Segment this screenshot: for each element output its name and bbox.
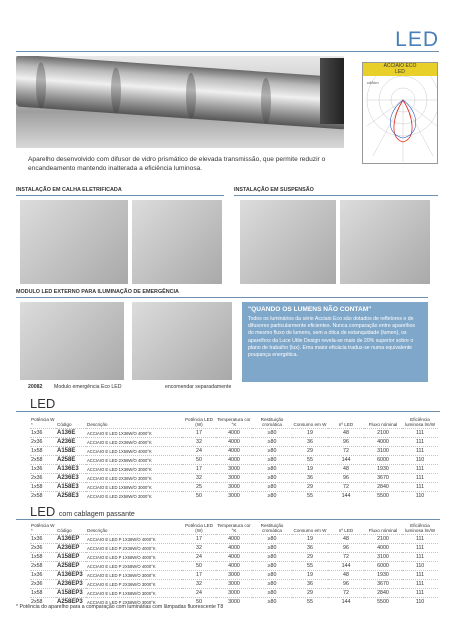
table-cell: 4000 <box>216 553 252 562</box>
table-cell: A236EP3 <box>56 580 86 589</box>
table-cell: 2x58 <box>30 562 56 571</box>
table-cell: ≥80 <box>252 598 292 607</box>
product-photo <box>16 56 344 148</box>
table-row <box>30 438 438 447</box>
column-header: Potência LED (W) <box>184 522 214 534</box>
table-cell: 3000 <box>216 598 252 607</box>
column-header: Código <box>57 528 72 534</box>
table-cell: 111 <box>402 535 438 544</box>
column-header: Fluxo nóminal <box>368 528 398 534</box>
table-cell: ACCIAIO E LED 1X36W/O 3000°K <box>86 465 182 474</box>
section-tray-title: INSTALAÇÃO EM CALHA ELETRIFICADA <box>16 186 224 196</box>
column-header: Código <box>57 422 72 428</box>
table-cell: 36 <box>292 544 328 553</box>
tray-detail-photo <box>132 200 222 284</box>
table-cell: A136E <box>56 429 86 438</box>
table-cell: 96 <box>328 438 364 447</box>
table-cell: 72 <box>328 483 364 492</box>
table-cell: 55 <box>292 456 328 465</box>
table-cell: 32 <box>182 474 216 483</box>
table1-divider <box>16 411 440 412</box>
table-cell: 1x58 <box>30 589 56 598</box>
table-cell: 111 <box>402 571 438 580</box>
column-header: Descrição <box>87 422 108 428</box>
emergency-note: encomendar separadamente <box>165 384 232 390</box>
table-cell: 111 <box>402 544 438 553</box>
table1-header <box>30 414 438 429</box>
table-cell: 19 <box>292 465 328 474</box>
column-header: nº LED <box>338 422 354 428</box>
table-cell: 144 <box>328 492 364 501</box>
table-cell: ACCIAIO E LED P 2X58W/O 4000°K <box>86 562 182 571</box>
table-cell: 144 <box>328 562 364 571</box>
table-cell: 3000 <box>216 465 252 474</box>
table-cell: ACCIAIO E LED P 1X58W/O 3000°K <box>86 589 182 598</box>
callout-body: Todos os luminários da série Acciaio Eco são dotados de refletores e de difusores particularmente eficientes. Nunca comparação entre aparelhos do mesmo fluxo de lumens, sem a ótica de estanquidade (lumen), os aparelhos da Luce Utile Design revela-se mais de 20% superior sobre o plano de trabalho (lux). Ema maior eficácia traduz-se numa equivalente poupança energética. <box>248 316 415 359</box>
emergency-module-photo <box>132 302 232 380</box>
table-cell: 3670 <box>364 474 402 483</box>
table-cell: 2x58 <box>30 492 56 501</box>
table-cell: 17 <box>182 429 216 438</box>
table-cell: 3000 <box>216 589 252 598</box>
table-cell: 36 <box>292 580 328 589</box>
table-cell: 2840 <box>364 589 402 598</box>
emergency-photo <box>20 302 124 380</box>
table-cell: 25 <box>182 483 216 492</box>
column-header: Potência W * <box>31 416 55 428</box>
table-cell: A236E3 <box>56 474 86 483</box>
table-cell: 3000 <box>216 492 252 501</box>
table-cell: ≥80 <box>252 429 292 438</box>
footnote: * Potência do aparelho para a comparação com luminárias com lâmpadas fluorescente T8 <box>16 604 224 610</box>
column-header: Consumo em W <box>293 528 327 534</box>
table-cell: 2x58 <box>30 456 56 465</box>
polar-curve <box>363 76 437 162</box>
table-row <box>30 589 438 598</box>
table-cell: 24 <box>182 553 216 562</box>
table-cell: 3000 <box>216 580 252 589</box>
table-cell: 144 <box>328 456 364 465</box>
polar-diagram <box>362 62 438 164</box>
section-suspension-title: INSTALAÇÃO EM SUSPENSÃO <box>234 186 438 196</box>
table-cell: A158E3 <box>56 483 86 492</box>
table-cell: 48 <box>328 465 364 474</box>
table-cell: A236EP <box>56 544 86 553</box>
table2-header <box>30 520 438 535</box>
table-cell: 72 <box>328 447 364 456</box>
table-cell: ACCIAIO E LED 2X36W/O 3000°K <box>86 474 182 483</box>
table-cell: ≥80 <box>252 465 292 474</box>
table-cell: 96 <box>328 544 364 553</box>
table-cell: 2100 <box>364 429 402 438</box>
table-cell: ≥80 <box>252 492 292 501</box>
table-cell: 36 <box>292 474 328 483</box>
table-cell: 48 <box>328 535 364 544</box>
table-cell: 3000 <box>216 474 252 483</box>
table-cell: 2100 <box>364 535 402 544</box>
table-cell: 4000 <box>216 562 252 571</box>
table-row <box>30 447 438 456</box>
table-cell: 50 <box>182 456 216 465</box>
table-cell: 32 <box>182 580 216 589</box>
table-cell: 111 <box>402 438 438 447</box>
table-cell: 2x58 <box>30 598 56 607</box>
table-cell: A158E <box>56 447 86 456</box>
emergency-label: Modulo emergência Eco LED <box>54 384 122 390</box>
table-cell: ACCIAIO E LED 1X36W/O 4000°K <box>86 429 182 438</box>
table-cell: 4000 <box>216 438 252 447</box>
table-row <box>30 474 438 483</box>
table-cell: ≥80 <box>252 562 292 571</box>
table-cell: 19 <box>292 535 328 544</box>
table-cell: ≥80 <box>252 571 292 580</box>
table-cell: ACCIAIO E LED P 1X36W/O 4000°K <box>86 535 182 544</box>
table-cell: A136E3 <box>56 465 86 474</box>
table-cell: ≥80 <box>252 553 292 562</box>
table-cell: ACCIAIO E LED P 2X58W/O 3000°K <box>86 598 182 607</box>
table-cell: 17 <box>182 465 216 474</box>
column-header: Consumo em W <box>293 422 327 428</box>
table-cell: 3670 <box>364 580 402 589</box>
table-cell: 96 <box>328 474 364 483</box>
column-header: Potência LED (W) <box>184 416 214 428</box>
table-cell: 6000 <box>364 562 402 571</box>
table-cell: 4000 <box>216 535 252 544</box>
table-cell: A258EP <box>56 562 86 571</box>
polar-unit: cd/klm <box>367 80 379 85</box>
table-cell: 48 <box>328 571 364 580</box>
table-cell: A236E <box>56 438 86 447</box>
table-cell: 55 <box>292 492 328 501</box>
table-cell: 1x36 <box>30 535 56 544</box>
table-cell: A258E <box>56 456 86 465</box>
table-cell: 1x36 <box>30 429 56 438</box>
table-row <box>30 571 438 580</box>
table-cell: ≥80 <box>252 535 292 544</box>
header-divider <box>16 51 439 52</box>
table-cell: 50 <box>182 562 216 571</box>
table-cell: ACCIAIO E LED 2X58W/O 4000°K <box>86 456 182 465</box>
table-cell: ACCIAIO E LED P 2X36W/O 4000°K <box>86 544 182 553</box>
table-cell: A158EP3 <box>56 589 86 598</box>
table-cell: 17 <box>182 535 216 544</box>
table-cell: ACCIAIO E LED P 1X36W/O 3000°K <box>86 571 182 580</box>
table-cell: 4000 <box>364 544 402 553</box>
table-cell: ≥80 <box>252 580 292 589</box>
table-cell: 144 <box>328 598 364 607</box>
table-cell: 4000 <box>216 429 252 438</box>
table-cell: 2x36 <box>30 544 56 553</box>
table-cell: 50 <box>182 492 216 501</box>
table2-heading: LED com cablagem passante <box>30 504 135 519</box>
column-header: Eficiência luminosa lm/W <box>404 416 436 428</box>
table-cell: 1x36 <box>30 465 56 474</box>
column-header: Eficiência luminosa lm/W <box>404 522 436 534</box>
table-cell: 29 <box>292 553 328 562</box>
column-header: Fluxo nóminal <box>368 422 398 428</box>
product-description: Aparelho desenvolvido com difusor de vidro prismático de elevada transmissão, que permite reduzir o encandeamento mantendo inalterada a eficiência luminosa. <box>28 156 326 172</box>
table-cell: 3000 <box>216 571 252 580</box>
table-cell: 96 <box>328 580 364 589</box>
table-cell: 111 <box>402 474 438 483</box>
column-header: Temperatura cor °K <box>217 522 251 534</box>
table-row <box>30 465 438 474</box>
table-cell: 1x58 <box>30 553 56 562</box>
column-header: nº LED <box>338 528 354 534</box>
table-cell: 6000 <box>364 456 402 465</box>
table-cell: 3100 <box>364 447 402 456</box>
table-cell: 32 <box>182 544 216 553</box>
table-row <box>30 580 438 589</box>
table-cell: ≥80 <box>252 483 292 492</box>
table-cell: 1x58 <box>30 447 56 456</box>
table-cell: 3000 <box>216 483 252 492</box>
table-cell: ACCIAIO E LED 2X58W/O 3000°K <box>86 492 182 501</box>
table-cell: ACCIAIO E LED 2X36W/O 4000°K <box>86 438 182 447</box>
table-cell: 4000 <box>216 544 252 553</box>
column-header: Descrição <box>87 528 108 534</box>
table-cell: 1x58 <box>30 483 56 492</box>
table-cell: 19 <box>292 571 328 580</box>
column-header: Restituição cromática <box>260 416 284 428</box>
table-cell: 72 <box>328 589 364 598</box>
table-cell: 36 <box>292 438 328 447</box>
table-cell: 110 <box>402 456 438 465</box>
table-cell: ACCIAIO E LED 1X58W/O 3000°K <box>86 483 182 492</box>
table-cell: ≥80 <box>252 589 292 598</box>
table-cell: 1930 <box>364 571 402 580</box>
table-cell: 4000 <box>216 456 252 465</box>
callout-title: "QUANDO OS LUMENS NÃO CONTAM" <box>248 306 372 313</box>
table-cell: 4000 <box>216 447 252 456</box>
table-cell: 1930 <box>364 465 402 474</box>
suspension-photo <box>240 200 336 284</box>
table-cell: 111 <box>402 553 438 562</box>
table2 <box>30 520 438 606</box>
table-cell: 111 <box>402 580 438 589</box>
table-row <box>30 429 438 438</box>
table-cell: 5500 <box>364 598 402 607</box>
table-cell: 32 <box>182 438 216 447</box>
table-cell: 29 <box>292 483 328 492</box>
polar-line2: LED <box>395 69 405 75</box>
table-cell: 55 <box>292 562 328 571</box>
table-row <box>30 544 438 553</box>
section-emergency-title: MODULO LED EXTERNO PARA ILUMINAÇÃO DE EMERGÊNCIA <box>16 288 428 298</box>
table-cell: 2840 <box>364 483 402 492</box>
table-row <box>30 492 438 501</box>
table-row <box>30 535 438 544</box>
table-cell: 110 <box>402 492 438 501</box>
column-header: Restituição cromática <box>260 522 284 534</box>
table-cell: 4000 <box>364 438 402 447</box>
table1 <box>30 414 438 500</box>
table-cell: 29 <box>292 589 328 598</box>
table-cell: 17 <box>182 571 216 580</box>
tray-photo <box>20 200 128 284</box>
table-cell: ACCIAIO E LED P 2X36W/O 3000°K <box>86 580 182 589</box>
table-cell: ≥80 <box>252 456 292 465</box>
table-cell: ≥80 <box>252 447 292 456</box>
table-cell: 110 <box>402 598 438 607</box>
table-cell: 19 <box>292 429 328 438</box>
table-cell: 2x36 <box>30 438 56 447</box>
table-cell: 72 <box>328 553 364 562</box>
emergency-code: 20082 <box>28 384 43 390</box>
table-row <box>30 483 438 492</box>
table-cell: 111 <box>402 429 438 438</box>
table-cell: 3100 <box>364 553 402 562</box>
table-cell: A136EP3 <box>56 571 86 580</box>
table-cell: 50 <box>182 598 216 607</box>
table-cell: ≥80 <box>252 544 292 553</box>
table-cell: 110 <box>402 562 438 571</box>
table-cell: A136EP <box>56 535 86 544</box>
column-header: Potência W * <box>31 522 55 534</box>
column-header: Temperatura cor °K <box>217 416 251 428</box>
table-cell: 2x36 <box>30 474 56 483</box>
table1-title: LED <box>30 396 56 411</box>
table-cell: 48 <box>328 429 364 438</box>
table-cell: 111 <box>402 447 438 456</box>
table-cell: 111 <box>402 589 438 598</box>
table-cell: ACCIAIO E LED P 1X58W/O 4000°K <box>86 553 182 562</box>
table-row <box>30 562 438 571</box>
table-cell: 24 <box>182 447 216 456</box>
table-cell: 111 <box>402 465 438 474</box>
table-cell: 29 <box>292 447 328 456</box>
table-row <box>30 456 438 465</box>
table-cell: 2x36 <box>30 580 56 589</box>
table-cell: 111 <box>402 483 438 492</box>
table-cell: 5500 <box>364 492 402 501</box>
table-cell: 24 <box>182 589 216 598</box>
table-row <box>30 553 438 562</box>
table-cell: A258E3 <box>56 492 86 501</box>
table-cell: ≥80 <box>252 438 292 447</box>
table-cell: 55 <box>292 598 328 607</box>
table-cell: A158EP <box>56 553 86 562</box>
lumens-callout <box>242 302 428 382</box>
table-cell: A258EP3 <box>56 598 86 607</box>
page-title: LED <box>395 28 439 51</box>
suspension-detail-photo <box>340 200 430 284</box>
table-cell: ≥80 <box>252 474 292 483</box>
polar-line1: ACCIAIO ECO <box>383 63 417 69</box>
table-cell: 1x36 <box>30 571 56 580</box>
table-cell: ACCIAIO E LED 1X58W/O 4000°K <box>86 447 182 456</box>
